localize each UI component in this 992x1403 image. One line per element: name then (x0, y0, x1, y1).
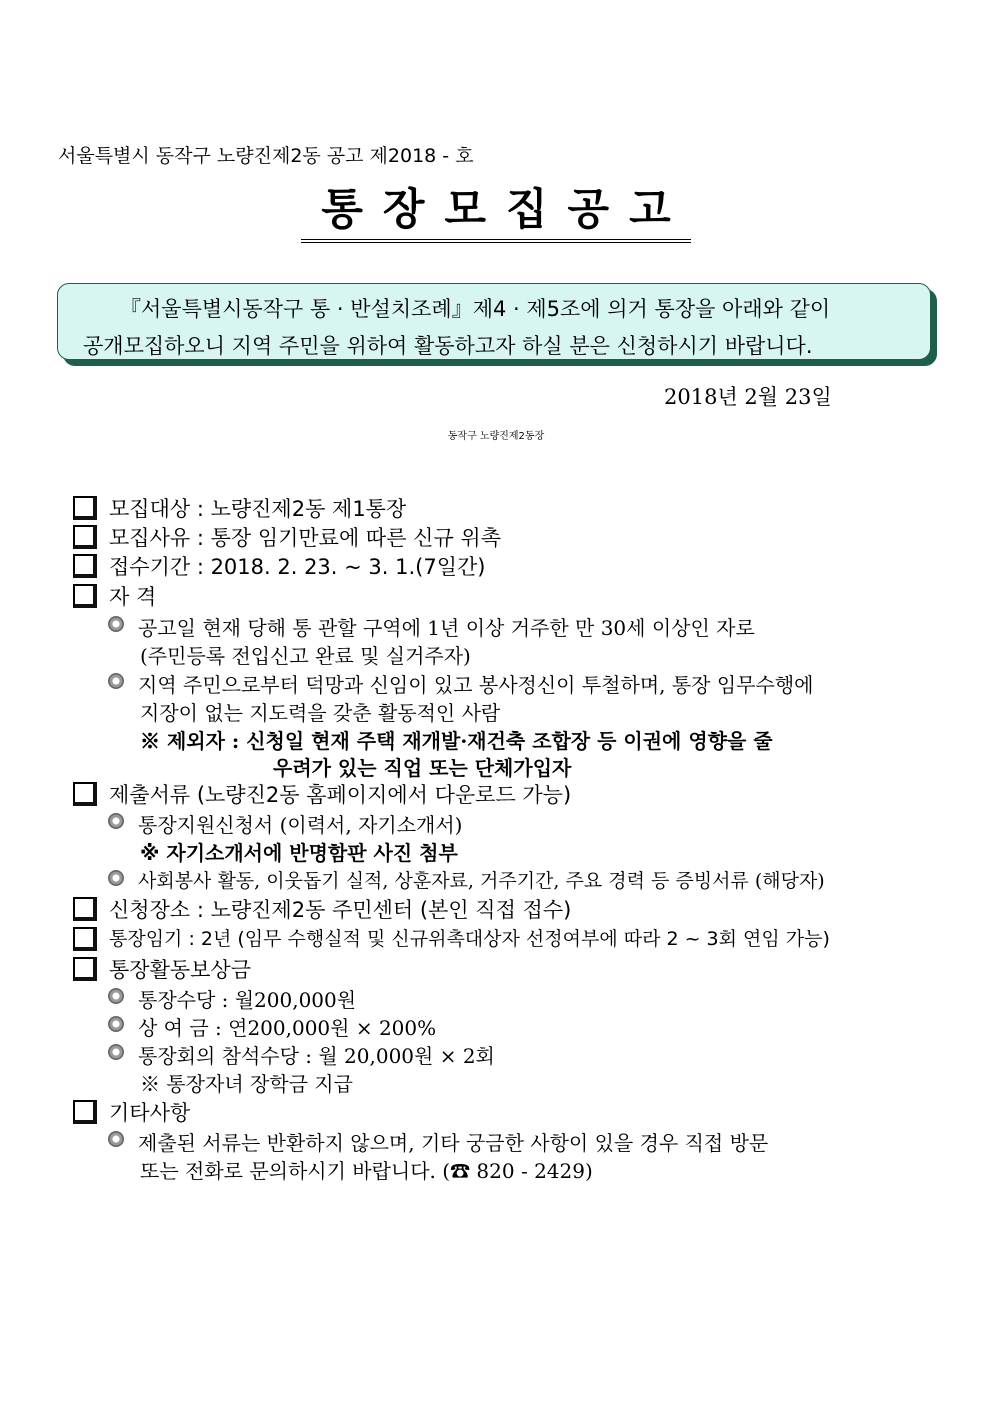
bullet-icon (108, 870, 124, 886)
intro-line-1: 『서울특별시동작구 통 · 반설치조례』제4 · 제5조에 의거 통장을 아래와 같이 (120, 297, 831, 321)
section-reason-text: 모집사유 : 통장 임기만료에 따른 신규 위촉 (109, 526, 501, 550)
checkbox-icon (73, 584, 97, 608)
section-period-text: 접수기간 : 2018. 2. 23. ~ 3. 1.(7일간) (109, 555, 486, 579)
section-target-text: 모집대상 : 노량진제2동 제1통장 (109, 497, 407, 521)
comp-note: ※ 통장자녀 장학금 지급 (140, 1072, 353, 1096)
doc-note: ※ 자기소개서에 반명함판 사진 첨부 (140, 841, 458, 865)
bullet-icon (108, 1016, 124, 1032)
qual-item-1-line-2: (주민등록 전입신고 완료 및 실거주자) (140, 644, 471, 668)
section-place-text: 신청장소 : 노량진제2동 주민센터 (본인 직접 접수) (109, 898, 572, 922)
checkbox-icon (73, 554, 97, 578)
exclusion-line-2: 우려가 있는 직업 또는 단체가입자 (273, 756, 572, 780)
bullet-icon (108, 988, 124, 1004)
notice-date: 2018년 2월 23일 (664, 385, 832, 409)
checkbox-icon (73, 1100, 97, 1124)
checkbox-icon (73, 782, 97, 806)
checkbox-icon (73, 496, 97, 520)
checkbox-icon (73, 897, 97, 921)
bullet-icon (108, 673, 124, 689)
document-title: 통장모집공고 (301, 176, 690, 243)
bullet-icon (108, 1131, 124, 1147)
etc-item-line-2: 또는 전화로 문의하시기 바랍니다. (☎ 820 - 2429) (140, 1159, 593, 1183)
section-documents-text: 제출서류 (노량진2동 홈페이지에서 다운로드 가능) (109, 783, 572, 807)
checkbox-icon (73, 957, 97, 981)
notice-number: 서울특별시 동작구 노량진제2동 공고 제2018 - 호 (58, 145, 474, 167)
checkbox-icon (73, 927, 97, 951)
qual-item-2-line-2: 지장이 없는 지도력을 갖춘 활동적인 사람 (140, 701, 501, 725)
bullet-icon (108, 616, 124, 632)
issuer: 동작구 노량진제2동장 (447, 431, 545, 442)
bullet-icon (108, 813, 124, 829)
checkbox-icon (73, 525, 97, 549)
exclusion-line-1: ※ 제외자 : 신청일 현재 주택 재개발·재건축 조합장 등 이권에 영향을 줄 (140, 729, 773, 753)
section-etc-text: 기타사항 (109, 1101, 191, 1125)
section-qualification-text: 자 격 (109, 585, 157, 609)
section-compensation-text: 통장활동보상금 (109, 958, 252, 982)
bullet-icon (108, 1044, 124, 1060)
intro-line-2: 공개모집하오니 지역 주민을 위하여 활동하고자 하실 분은 신청하시기 바랍니다. (83, 334, 813, 358)
document-title-wrap (0, 176, 992, 243)
section-term-text: 통장임기 : 2년 (임무 수행실적 및 신규위촉대상자 선정여부에 따라 2 ~ 3회 연임 가능) (109, 928, 830, 950)
